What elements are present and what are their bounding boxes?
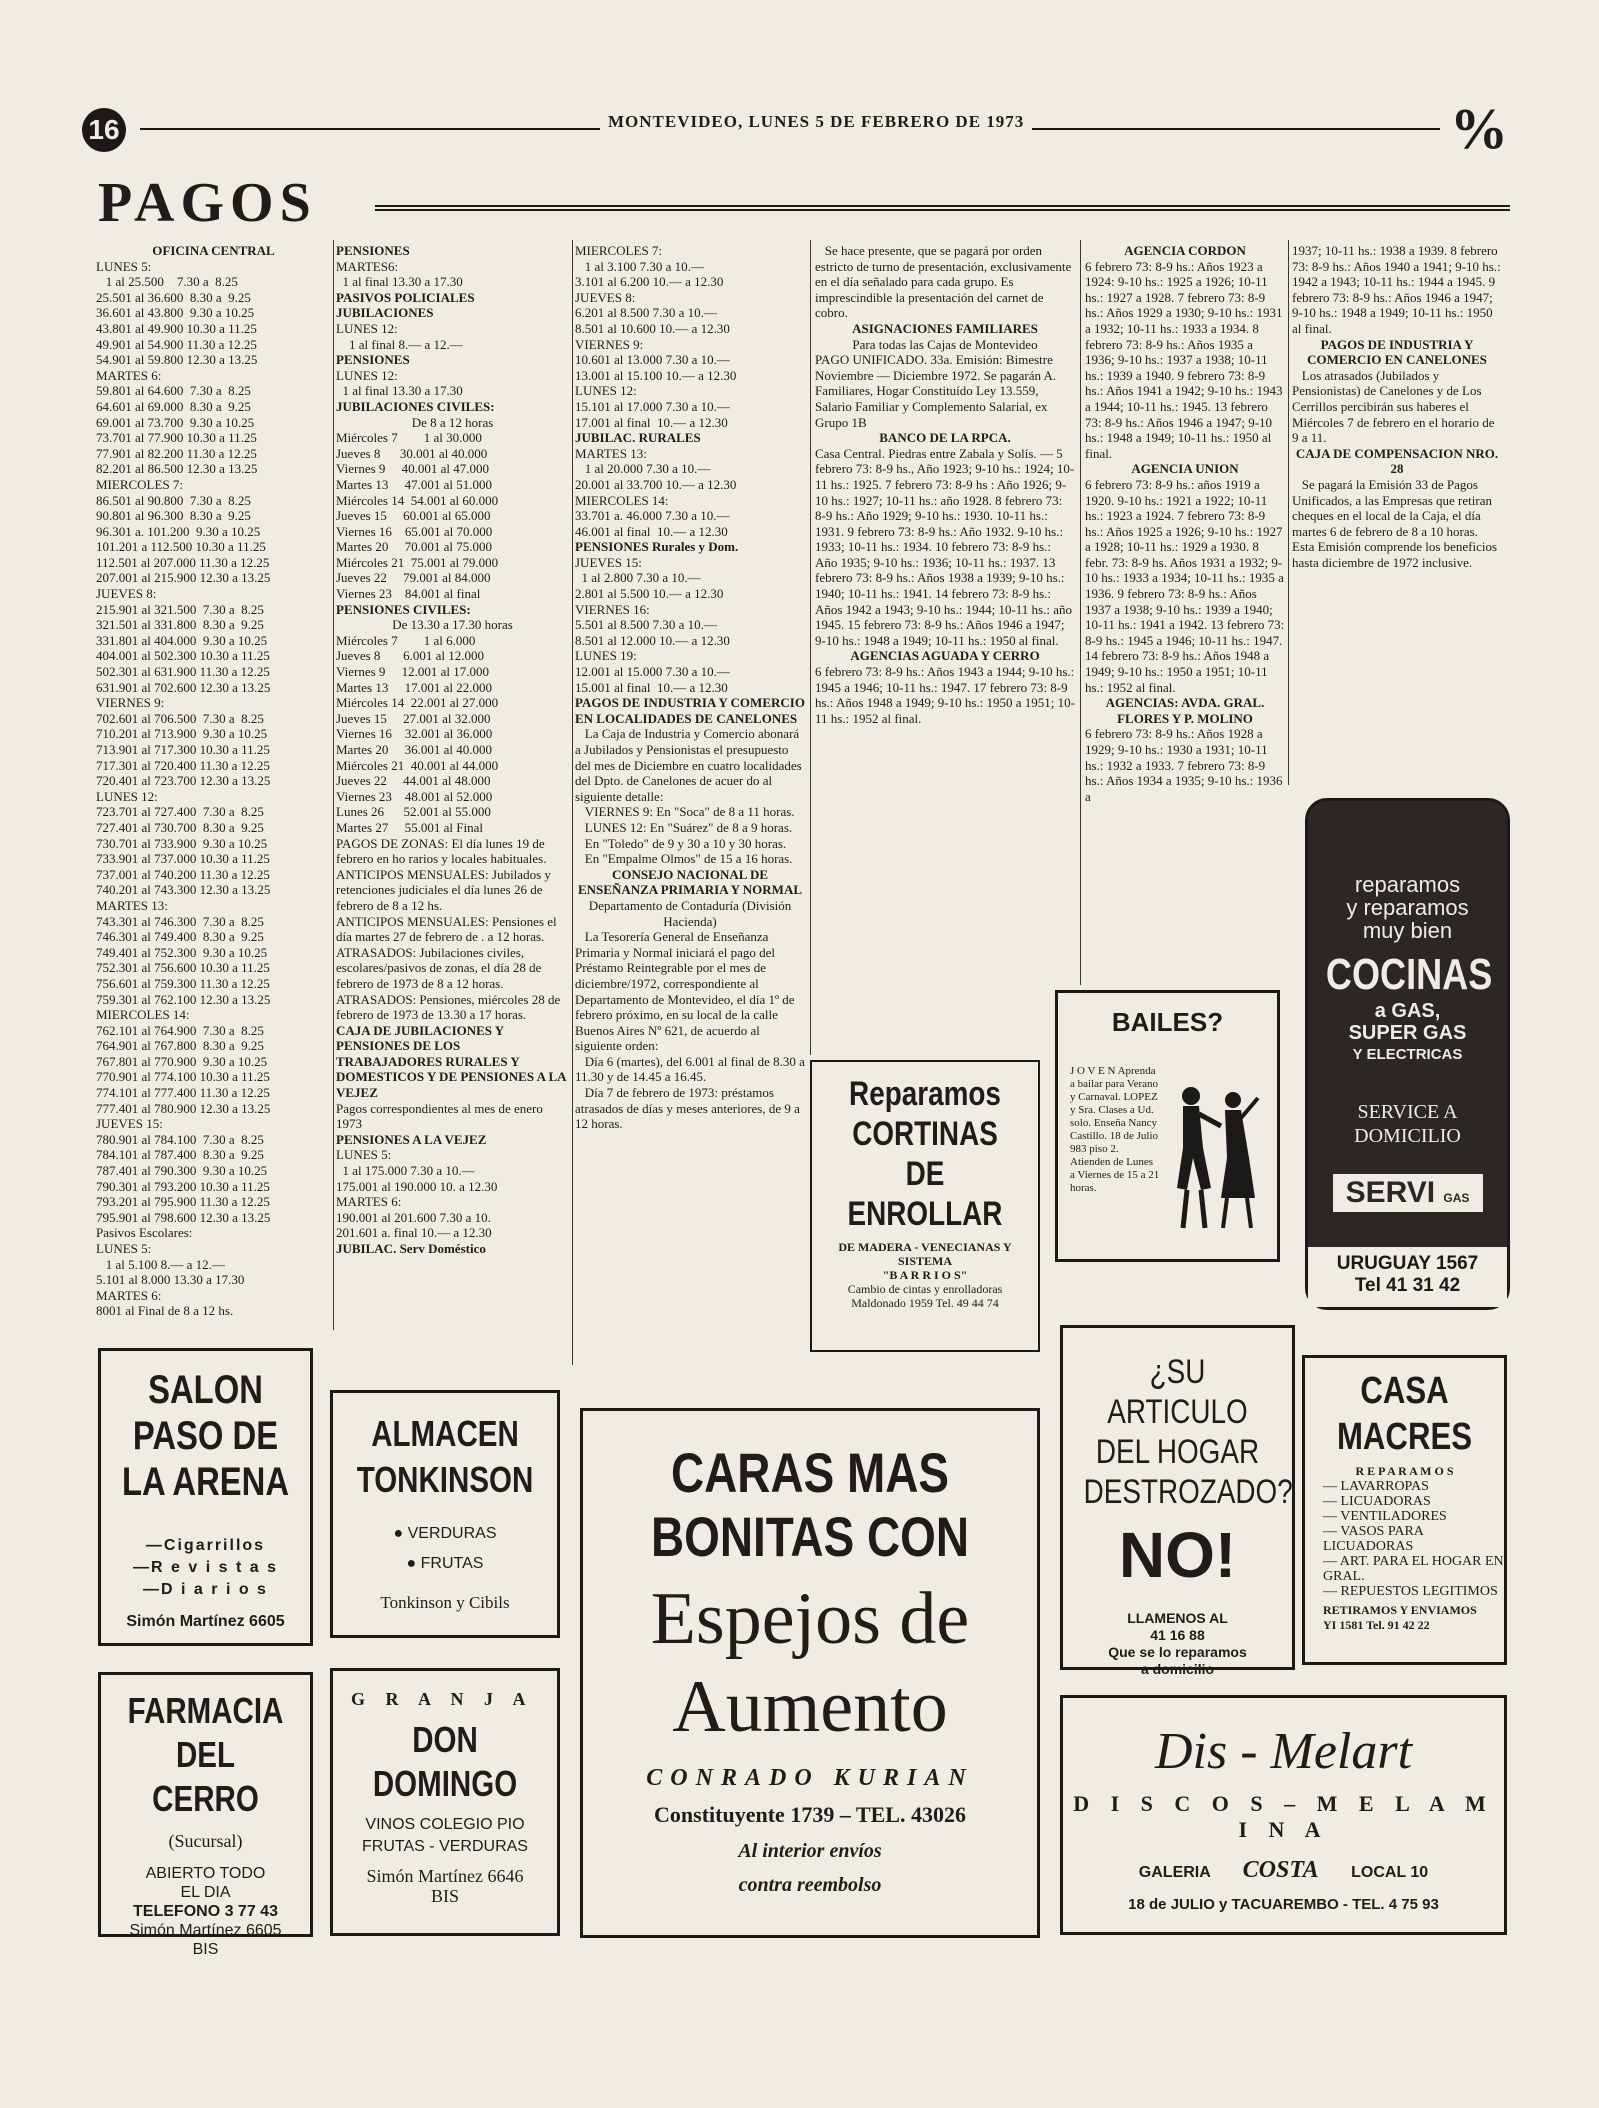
ad-headline: Reparamos — [849, 1075, 1001, 1113]
ad-cortinas — [810, 1060, 1040, 1352]
text-line: 1 al 5.100 8.— a 12.— — [96, 1256, 225, 1272]
section-heading: ASIGNACIONES FAMILIARES — [852, 320, 1038, 336]
text-line: Martes 13 47.001 al 51.000 — [336, 476, 492, 492]
servi-gas-logo — [1333, 1174, 1483, 1212]
ad-headline: PASO DE — [132, 1414, 279, 1458]
ad-list-item: — LICUADORAS — [1323, 1494, 1431, 1509]
ad-headline: BONITAS CON — [650, 1505, 970, 1568]
text-line: 59.801 al 64.600 7.30 a 8.25 — [96, 383, 251, 399]
text-line: 1937; 10-11 hs.: 1938 a 1939. 8 febrero 73: 8-9 hs.: Años 1940 a 1941; 9-10 hs.: 1942 a 1943; 10-11 hs.: 1944 a 1945. 9 febrero 73: 8-9 hs.: Años 1946 a 1947; 9-10 hs.: 1948 a 1949; 10-11 hs.: 1950 al final. — [1292, 243, 1504, 336]
ad-list-item: — REPUESTOS LEGITIMOS — [1323, 1584, 1498, 1599]
ad-line: VINOS COLEGIO PIO — [365, 1816, 525, 1833]
text-line: 713.901 al 717.300 10.30 a 11.25 — [96, 742, 270, 757]
ad-headline: DON — [412, 1719, 478, 1760]
text-line: MARTES6: — [336, 258, 399, 274]
ad-line: a GAS, — [1374, 1000, 1441, 1022]
text-line: 20.001 al 33.700 10.— a 12.30 — [575, 476, 737, 492]
local-label: LOCAL 10 — [1351, 1864, 1429, 1881]
subheading: PENSIONES — [336, 243, 410, 258]
ad-headline: ¿SU ARTICULO — [1107, 1353, 1248, 1431]
text-line: 1 al 3.100 7.30 a 10.— — [575, 258, 704, 274]
ad-line: D I S C O S – M E L A M I N A — [1073, 1791, 1494, 1842]
ad-line: y reparamos — [1346, 895, 1469, 920]
text-line: En "Empalme Olmos" de 15 a 16 horas. — [575, 851, 793, 867]
subheading: JUBILACIONES — [336, 305, 434, 321]
text-line: LUNES 12: En "Suárez" de 8 a 9 horas. — [575, 819, 793, 835]
text-line: 25.501 al 36.600 8.30 a 9.25 — [96, 289, 251, 305]
text-line: 73.701 al 77.900 10.30 a 11.25 — [96, 430, 257, 446]
ad-line: ABIERTO TODO — [145, 1865, 266, 1882]
ad-list-item: — VASOS PARA LICUADORAS — [1323, 1524, 1424, 1554]
centered-line: Departamento de Contaduría (División Hacienda) — [588, 897, 795, 929]
text-line: 15.001 al final 10.— a 12.30 — [575, 679, 728, 695]
text-line: LUNES 12: — [336, 320, 398, 336]
ad-line: Que se lo reparamos — [1108, 1644, 1247, 1660]
ad-salon-paso-de-la-arena — [98, 1348, 313, 1646]
text-line: 404.001 al 502.300 10.30 a 11.25 — [96, 648, 270, 664]
text-line: MIERCOLES 7: — [96, 476, 184, 492]
text-line: JUEVES 8: — [575, 289, 636, 305]
text-line: Miércoles 14 22.001 al 27.000 — [336, 695, 499, 711]
galeria-label: GALERIA — [1138, 1864, 1211, 1881]
text-line: Pasivos Escolares: — [96, 1225, 193, 1241]
text-line: Miércoles 14 54.001 al 60.000 — [336, 492, 499, 508]
subheading: CAJA DE JUBILACIONES Y PENSIONES DE LOS TRABAJADORES RURALES Y DOMESTICOS Y DE PENSIONES A LA VEJEZ — [336, 1022, 569, 1101]
subheading: PAGOS DE INDUSTRIA Y COMERCIO EN LOCALIDADES DE CANELONES — [575, 695, 809, 726]
ad-contact — [1308, 1247, 1507, 1307]
ad-address: Simón Martínez 6605 — [129, 1922, 282, 1939]
text-line: 86.501 al 90.800 7.30 a 8.25 — [96, 492, 251, 508]
text-line: 90.801 al 96.300 8.30 a 9.25 — [96, 508, 251, 524]
text-line: 727.401 al 730.700 8.30 a 9.25 — [96, 819, 264, 835]
text-line: Los atrasados (Jubilados y Pensionistas) de Canelones y de Los Cerrillos percibirán sus haberes el Miércoles 7 de febrero en el horario de 9 a 11. — [1292, 367, 1498, 446]
centered-line: Para todas las Cajas de Montevideo — [852, 336, 1038, 352]
text-line: 17.001 al final 10.— a 12.30 — [575, 414, 728, 430]
text-line: Lunes 26 52.001 al 55.000 — [336, 804, 491, 820]
text-line: MARTES 6: — [336, 1194, 402, 1210]
text-line: 2.801 al 5.500 10.— a 12.30 — [575, 586, 724, 602]
text-line: Se hace presente, que se pagará por orden estricto de turno de presentación, exclusivamente en el día señalado para cada grupo. Es imprescindible la presentación del carnet de cobro. — [815, 243, 1075, 321]
section-title: PAGOS — [98, 172, 317, 234]
text-line: ATRASADOS: Jubilaciones civiles, escolares/pasivos de zonas, el día 28 de febrero de 1973 de 8 a 12 horas. — [336, 944, 545, 991]
text-line: 720.401 al 723.700 12.30 a 13.25 — [96, 773, 271, 789]
ad-line: contra reembolso — [738, 1874, 882, 1896]
text-line: Jueves 15 27.001 al 32.000 — [336, 710, 491, 726]
text-line: 780.901 al 784.100 7.30 a 8.25 — [96, 1131, 264, 1147]
text-line: 6 febrero 73: 8-9 hs.: Años 1923 a 1924: 9-10 hs.: 1925 a 1926; 10-11 hs.: 1927 a 1928. 7 febrero 73: 8-9 hs.: Años 1929 a 1930; 9-10 hs.: 1931 a 1932; 10-11 hs.: 1933 a 1934. 8 febrero 73: 8-9 hs.: Años 1935 a 1936; 9-10 hs.: 1937 a 1938; 10-11 hs.: 1939 a 1940. 9 febrero 73: 8-9 hs.: Años 1941 a 1942; 9-10 hs.: 1943 a 1944; 10-11 hs.: 1945. 13 febrero 73: 8-9 hs.: Años 1946 a 1947; 9-10 hs.: 1948 a 1949; 10-11 hs.: 1950 al final. — [1085, 258, 1286, 461]
text-line: 5.501 al 8.500 7.30 a 10.— — [575, 617, 717, 633]
text-line: 784.101 al 787.400 8.30 a 9.25 — [96, 1147, 264, 1163]
ad-line: muy bien — [1362, 918, 1453, 943]
ad-line: R E P A R A M O S — [1355, 1464, 1454, 1478]
text-line: 774.101 al 777.400 11.30 a 12.25 — [96, 1085, 270, 1101]
text-line: 46.001 al final 10.— a 12.30 — [575, 523, 728, 539]
text-line: 8.501 al 10.600 10.— a 12.30 — [575, 320, 730, 336]
section-heading: AGENCIAS AGUADA Y CERRO — [850, 648, 1040, 664]
column-jubilaciones-rurales — [575, 243, 809, 1313]
text-line: Pagos correspondientes al mes de enero 1973 — [336, 1100, 547, 1132]
text-line: Viernes 9 40.001 al 47.000 — [336, 461, 490, 477]
text-line: 321.501 al 331.800 8.30 a 9.25 — [96, 617, 264, 633]
text-line: 733.901 al 737.000 10.30 a 11.25 — [96, 851, 270, 867]
page-number: 16 — [88, 114, 120, 145]
ad-headline: DESTROZADO? — [1083, 1473, 1293, 1511]
newspaper-logo: % — [1450, 96, 1508, 161]
text-line: 787.401 al 790.300 9.30 a 10.25 — [96, 1163, 268, 1179]
ad-line — [1063, 1857, 1504, 1884]
ad-casa-macres — [1302, 1355, 1507, 1665]
text-line: Día 7 de febrero de 1973: préstamos atrasados de días y meses anteriores, de 9 a 12 horas. — [575, 1085, 804, 1132]
column-rule — [333, 240, 334, 1330]
ad-line: —R e v i s t a s — [133, 1559, 278, 1576]
subheading: JUBILAC. RURALES — [575, 430, 701, 446]
subheading: PENSIONES Rurales y Dom. — [575, 539, 739, 555]
text-line: 207.001 al 215.900 12.30 a 13.25 — [96, 570, 271, 586]
text-line: Miércoles 7 1 al 30.000 — [336, 430, 482, 446]
ad-line: SERVICE A — [1357, 1101, 1458, 1123]
text-line: 631.901 al 702.600 12.30 a 13.25 — [96, 679, 271, 695]
text-line: 752.301 al 756.600 10.30 a 11.25 — [96, 960, 270, 976]
ad-line: ● FRUTAS — [406, 1555, 484, 1572]
ad-line: —D i a r i o s — [143, 1581, 268, 1598]
text-line: Viernes 9 12.001 al 17.000 — [336, 664, 490, 680]
ad-headline: Aumento — [672, 1666, 948, 1748]
text-line: 502.301 al 631.900 11.30 a 12.25 — [96, 664, 270, 680]
text-line: Jueves 15 60.001 al 65.000 — [336, 508, 491, 524]
text-line: JUEVES 15: — [575, 554, 642, 570]
ad-address: URUGUAY 1567 — [1336, 1253, 1479, 1274]
brand-logo: Dis - Melart — [1154, 1723, 1413, 1780]
text-line: 1 al 175.000 7.30 a 10.— — [336, 1163, 475, 1179]
ad-headline: MACRES — [1336, 1416, 1473, 1458]
ad-line: a domicilio — [1140, 1661, 1215, 1677]
text-line: 795.901 al 798.600 12.30 a 13.25 — [96, 1209, 271, 1225]
text-line: 64.601 al 69.000 8.30 a 9.25 — [96, 398, 251, 414]
ad-headline: Espejos de — [650, 1578, 970, 1660]
text-line: LUNES 12: — [336, 367, 398, 383]
text-line: 743.301 al 746.300 7.30 a 8.25 — [96, 913, 264, 929]
ad-line: EL DIA — [180, 1884, 231, 1901]
ad-line: G R A N J A — [351, 1689, 534, 1709]
text-line: 717.301 al 720.400 11.30 a 12.25 — [96, 757, 270, 773]
text-line: ANTICIPOS MENSUALES: Pensiones el día martes 27 de febrero de . a 12 horas. — [336, 913, 560, 945]
ad-line: BIS — [192, 1941, 219, 1958]
text-line: 3.101 al 6.200 10.— a 12.30 — [575, 274, 724, 290]
text-line: 112.501 al 207.000 11.30 a 12.25 — [96, 554, 270, 570]
text-line: La Caja de Industria y Comercio abonará a Jubilados y Pensionistas el presupuesto del mes de Diciembre en cuatro localidades del Dpto. de Canelones de acuer do al siguiente detalle: — [575, 726, 805, 804]
text-line: Jueves 8 6.001 al 12.000 — [336, 648, 485, 664]
ad-address: Tonkinson y Cibils — [380, 1593, 510, 1612]
ad-advertiser: CONRADO KURIAN — [646, 1765, 974, 1791]
text-line: 43.801 al 49.900 10.30 a 11.25 — [96, 320, 257, 336]
ad-headline: TONKINSON — [356, 1459, 534, 1500]
ad-line: "B A R R I O S" — [882, 1268, 968, 1282]
ad-bailes — [1055, 990, 1280, 1262]
text-line: 8.501 al 12.000 10.— a 12.30 — [575, 632, 730, 648]
text-line: 764.901 al 767.800 8.30 a 9.25 — [96, 1038, 264, 1054]
ad-line: DE MADERA - VENECIANAS Y SISTEMA — [838, 1240, 1012, 1268]
text-line: LUNES 5: — [336, 1147, 392, 1163]
text-line: 331.801 al 404.000 9.30 a 10.25 — [96, 632, 268, 648]
text-line: 762.101 al 764.900 7.30 a 8.25 — [96, 1022, 264, 1038]
text-line: JUEVES 15: — [96, 1116, 163, 1132]
subheading: PASIVOS POLICIALES — [336, 289, 475, 305]
ad-list-item: — VENTILADORES — [1323, 1509, 1447, 1524]
text-line: 1 al final 13.30 a 17.30 — [336, 383, 463, 399]
ad-headline: CASA — [1360, 1370, 1449, 1412]
text-line: LUNES 19: — [575, 648, 637, 664]
text-line: Viernes 23 84.001 al final — [336, 586, 481, 602]
text-line: Martes 13 17.001 al 22.000 — [336, 679, 492, 695]
text-line: 6 febrero 73: 8-9 hs.: Años 1943 a 1944; 9-10 hs.: 1945 a 1946; 10-11 hs.: 1947. 17 febrero 73: 8-9 hs.: Años 1948 a 1949; 9-10 hs.: 1950 a 1951; 10-11 hs.: 1952 al final. — [815, 664, 1078, 726]
ad-line: (Sucursal) — [168, 1831, 243, 1851]
ad-headline: SALON — [148, 1368, 263, 1412]
text-line: Día 6 (martes), del 6.001 al final de 8.30 a 11.30 y de 14.45 a 16.45. — [575, 1053, 809, 1085]
subheading: JUBILAC. Serv Doméstico — [336, 1241, 486, 1256]
text-line: MARTES 6: — [96, 1287, 162, 1303]
ad-line: LLAMENOS AL — [1127, 1610, 1228, 1626]
text-line: Jueves 22 79.001 al 84.000 — [336, 570, 491, 586]
text-line: 36.601 al 43.800 9.30 a 10.25 — [96, 305, 255, 321]
ad-articulo-del-hogar — [1060, 1325, 1295, 1677]
text-line: LUNES 12: — [575, 383, 637, 399]
text-line: Martes 27 55.001 al Final — [336, 819, 483, 835]
text-line: 201.601 a. final 10.— a 12.30 — [336, 1225, 492, 1241]
dancing-couple-illustration — [1163, 1078, 1263, 1238]
ad-line: reparamos — [1354, 872, 1461, 897]
text-line: MARTES 13: — [575, 445, 647, 461]
brand-name: SERVI — [1345, 1176, 1436, 1209]
text-line: Miércoles 21 75.001 al 79.000 — [336, 554, 499, 570]
text-line: 746.301 al 749.400 8.30 a 9.25 — [96, 929, 264, 945]
ad-dis-melart — [1060, 1695, 1507, 1935]
text-line: Miércoles 7 1 al 6.000 — [336, 632, 476, 648]
text-line: ATRASADOS: Pensiones, miércoles 28 de febrero de 1973 de 13.30 a 17 horas. — [336, 991, 564, 1023]
text-line: 777.401 al 780.900 12.30 a 13.25 — [96, 1100, 271, 1116]
text-line: 82.201 al 86.500 12.30 a 13.25 — [96, 461, 258, 477]
text-line: En "Toledo" de 9 y 30 a 10 y 30 horas. — [575, 835, 787, 851]
ad-espejos-de-aumento — [580, 1408, 1040, 1938]
text-line: 49.901 al 54.900 11.30 a 12.25 — [96, 336, 257, 352]
subheading: PENSIONES A LA VEJEZ — [336, 1131, 487, 1147]
column-oficina-central — [96, 243, 331, 1329]
text-line: 770.901 al 774.100 10.30 a 11.25 — [96, 1069, 270, 1085]
column-asignaciones-familiares — [815, 243, 1078, 1063]
text-line: 740.201 al 743.300 12.30 a 13.25 — [96, 882, 271, 898]
ad-item-list — [1305, 1479, 1504, 1599]
subheading: PENSIONES — [336, 352, 410, 368]
section-heading: PAGOS DE INDUSTRIA Y COMERCIO EN CANELONES — [1307, 336, 1487, 368]
ad-headline: DOMINGO — [372, 1763, 518, 1804]
ad-address: Constituyente 1739 – TEL. 43026 — [654, 1802, 966, 1827]
text-line: 5.101 al 8.000 13.30 a 17.30 — [96, 1272, 245, 1288]
text-line: Se pagará la Emisión 33 de Pagos Unificados, a las Empresas que retiran cheques en el local de la Caja, el día martes 6 de febrero de 8 a 10 horas. Esta Emisión comprende los beneficios hasta diciembre de 1972 inclusive. — [1292, 476, 1501, 570]
section-heading: BANCO DE LA RPCA. — [879, 430, 1011, 446]
text-line: 15.101 al 17.000 7.30 a 10.— — [575, 398, 730, 414]
text-line: 8001 al Final de 8 a 12 hs. — [96, 1303, 234, 1319]
text-line: 69.001 al 73.700 9.30 a 10.25 — [96, 414, 255, 430]
ad-line: Maldonado 1959 Tel. 49 44 74 — [851, 1296, 999, 1310]
ad-address: Simón Martínez 6605 — [126, 1613, 285, 1630]
text-line: Casa Central. Piedras entre Zabala y Solís. — 5 febrero 73: 8-9 hs., Año 1923; 9-10 hs.: 1924; 10-11 hs.: 1925. 7 febrero 73: 8-9 hs : Año 1926; 9-10 hs.: 1927; 10-11 hs.: año 1928. 8 febrero 73: 8-9 hs.: Año 1929; 9-10 hs.: 1930. 10-11 hs.: 1931. 9 febrero 73: 8-9 hs.: Año 1932. 9-10 hs.: 1933; 10-11 hs.: 1934. 10 febrero 73: 8-9 hs.: Año 1935; 9-10 hs.: 1936; 10-11 hs.: 1937. 13 febrero 73: 8-9 hs.: Años 1938 a 1939; 9-10 hs.: 1940; 10-11 hs.: 1941. 14 febrero 73: 8-9 hs.: Años 1942 a 1943; 9-10 hs.: 1944; 10-11 hs.: año 1945. 15 febrero 73: 8-9 hs.: Años 1946 a 1947; 9-10 hs.: 1948 a 1949; 10-11 hs.: 1950 al final. — [815, 445, 1076, 648]
ad-list-item: — LAVARROPAS — [1323, 1479, 1429, 1494]
text-line: 767.801 al 770.900 9.30 a 10.25 — [96, 1053, 268, 1069]
text-line: MARTES 13: — [96, 897, 168, 913]
text-line: MIERCOLES 7: — [575, 243, 663, 258]
ad-line: SUPER GAS — [1348, 1022, 1467, 1044]
section-heading: CONSEJO NACIONAL DE ENSEÑANZA PRIMARIA Y NORMAL — [577, 866, 803, 898]
ad-address: Simón Martínez 6646 — [366, 1866, 524, 1886]
ad-headline: DEL HOGAR — [1095, 1433, 1260, 1471]
text-line: 33.701 a. 46.000 7.30 a 10.— — [575, 508, 730, 524]
ad-farmacia-del-cerro — [98, 1672, 313, 1958]
text-line: VIERNES 9: — [96, 695, 165, 711]
ad-phone: Tel 41 31 42 — [1354, 1275, 1461, 1296]
text-line: PAGOS DE ZONAS: El día lunes 19 de febrero en ho rarios y locales habituales. — [336, 835, 548, 867]
text-line: 737.001 al 740.200 11.30 a 12.25 — [96, 866, 270, 882]
text-line: Viernes 23 48.001 al 52.000 — [336, 788, 493, 804]
text-line: MIERCOLES 14: — [96, 1007, 190, 1023]
centered-line: De 8 a 12 horas — [411, 414, 494, 430]
section-heading: AGENCIAS: AVDA. GRAL. FLORES Y P. MOLINO — [1105, 695, 1268, 726]
text-line: MARTES 6: — [96, 367, 162, 383]
text-line: LUNES 5: — [96, 258, 152, 274]
ad-line: —Cigarrillos — [145, 1537, 266, 1554]
text-line: 790.301 al 793.200 10.30 a 11.25 — [96, 1178, 270, 1194]
text-line: 77.901 al 82.200 11.30 a 12.25 — [96, 445, 257, 461]
text-line: 101.201 a 112.500 10.30 a 11.25 — [96, 539, 266, 555]
text-line: 793.201 al 795.900 11.30 a 12.25 — [96, 1194, 270, 1210]
section-heading: AGENCIA CORDON — [1124, 243, 1246, 258]
ad-body: J O V E N Aprenda a bailar para Verano y Carnaval. LOPEZ y Sra. Clases a Ud. solo. Enseña Nancy Castillo. 18 de Julio 983 piso 2. Atienden de Lunes a Viernes de 15 a 21 horas. — [1070, 1065, 1160, 1194]
ad-line: BIS — [430, 1886, 459, 1906]
text-line: 96.301 a. 101.200 9.30 a 10.25 — [96, 523, 261, 539]
ad-line: Y ELECTRICAS — [1352, 1046, 1463, 1063]
ad-headline: ALMACEN — [371, 1413, 519, 1454]
ad-phone: TELEFONO 3 77 43 — [133, 1903, 278, 1920]
text-line: 12.001 al 15.000 7.30 a 10.— — [575, 664, 730, 680]
ad-headline: ENROLLAR — [847, 1195, 1003, 1233]
text-line: VIERNES 16: — [575, 601, 650, 617]
subheading: PENSIONES CIVILES: — [336, 601, 471, 617]
ad-headline: CORTINAS — [852, 1115, 998, 1153]
text-line: 215.901 al 321.500 7.30 a 8.25 — [96, 601, 264, 617]
text-line: 1 al final 13.30 a 17.30 — [336, 274, 463, 290]
ad-list-item: — ART. PARA EL HOGAR EN GRAL. — [1323, 1554, 1504, 1584]
text-line: 723.701 al 727.400 7.30 a 8.25 — [96, 804, 264, 820]
column-rule — [1080, 240, 1081, 985]
ad-headline: BAILES? — [1111, 1007, 1224, 1037]
text-line: La Tesorería General de Enseñanza Primaria y Normal iniciará el pago del Préstamo Reintegrable por el mes de diciembre/1972, correspondiente al Departamento de Montevideo, el día 1º de febrero próximo, en su local de la calle Buenos Aires Nº 621, de acuerdo al siguiente orden: — [575, 929, 798, 1054]
ad-line: ● VERDURAS — [393, 1525, 497, 1542]
dateline: MONTEVIDEO, LUNES 5 DE FEBRERO DE 1973 — [600, 112, 1032, 132]
ad-headline: CARAS MAS — [670, 1441, 950, 1504]
text-line: 756.601 al 759.300 11.30 a 12.25 — [96, 975, 270, 991]
text-line: 10.601 al 13.000 7.30 a 10.— — [575, 352, 730, 368]
section-heading: AGENCIA UNION — [1131, 461, 1239, 477]
text-line: MIERCOLES 14: — [575, 492, 669, 508]
text-line: VIERNES 9: En "Soca" de 8 a 11 horas. — [575, 804, 795, 820]
section-heading: CAJA DE COMPENSACION NRO. 28 — [1295, 445, 1502, 477]
text-line: VIERNES 9: — [575, 336, 644, 352]
ad-headline: LA ARENA — [121, 1460, 290, 1504]
text-line: JUEVES 8: — [96, 586, 157, 602]
text-line: Miércoles 21 40.001 al 44.000 — [336, 757, 499, 773]
ad-headline: DE — [905, 1155, 945, 1193]
brand-sub: GAS — [1443, 1191, 1470, 1205]
column-rule — [810, 240, 811, 1055]
ad-headline: FARMACIA — [127, 1690, 284, 1731]
ad-servi-cocinas — [1305, 798, 1510, 1310]
text-line: Viernes 16 32.001 al 36.000 — [336, 726, 493, 742]
ad-line: FRUTAS - VERDURAS — [362, 1838, 528, 1855]
ad-headline: COCINAS — [1325, 950, 1493, 999]
ad-line: RETIRAMOS Y ENVIAMOS — [1323, 1603, 1477, 1617]
text-line: 6 febrero 73: 8-9 hs.: años 1919 a 1920. 9-10 hs.: 1921 a 1922; 10-11 hs.: 1923 a 1924. 7 febrero 73: 8-9 hs.: Años 1925 a 1926; 9-10 hs.: 1927 a 1928; 10-11 hs.: 1929 a 1930. 8 febr. 73: 8-9 hs. Años 1931 a 1932; 9-10 hs.: 1933 a 1934; 10-11 hs.: 1935 a 1936. 9 febrero 73: 8-9 hs.: Años 1937 a 1938; 9-10 hs.: 1939 a 1940; 10-11 hs.: 1941 a 1942. 13 febrero 73: 8-9 hs.: 1945 a 1946; 10-11 hs.: 1947. 14 febrero 73: 8-9 hs.: Años 1948 a 1949; 9-10 hs.: 1950 a 1951; 10-11 hs.: 1952 al final. — [1085, 476, 1288, 695]
column-rule — [572, 240, 573, 1365]
text-line: 730.701 al 733.900 9.30 a 10.25 — [96, 835, 268, 851]
text-line: 6.201 al 8.500 7.30 a 10.— — [575, 305, 717, 321]
text-line: 710.201 al 713.900 9.30 a 10.25 — [96, 726, 268, 742]
text-line: 190.001 al 201.600 7.30 a 10. — [336, 1209, 491, 1225]
text-line: LUNES 5: — [96, 1241, 152, 1256]
ad-headline: NO! — [1118, 1519, 1237, 1591]
ad-address: 18 de JULIO y TACUAREMBO - TEL. 4 75 93 — [1128, 1896, 1439, 1913]
text-line: 54.901 al 59.800 12.30 a 13.25 — [96, 352, 258, 368]
column-industria-comercio — [1292, 243, 1502, 793]
text-line: Jueves 8 30.001 al 40.000 — [336, 445, 488, 461]
column-rule — [1288, 240, 1289, 785]
page-number-badge — [82, 108, 126, 152]
galeria-name: COSTA — [1242, 1857, 1319, 1883]
text-line: 6 febrero 73: 8-9 hs.: Años 1928 a 1929; 9-10 hs.: 1930 a 1931; 10-11 hs.: 1932 a 1933. 7 febrero 73: 8-9 hs.: Años 1934 a 1935; 9-10 hs.: 1936 a — [1085, 726, 1286, 804]
ad-address: YI 1581 Tel. 91 42 22 — [1323, 1618, 1430, 1632]
text-line: 13.001 al 15.100 10.— a 12.30 — [575, 367, 737, 383]
ad-almacen-tonkinson — [330, 1390, 560, 1638]
text-line: 1 al final 8.— a 12.— — [336, 336, 463, 352]
ad-line: DOMICILIO — [1354, 1125, 1461, 1147]
text-line: 1 al 20.000 7.30 a 10.— — [575, 461, 711, 477]
text-line: LUNES 12: — [96, 788, 158, 804]
ad-line: Cambio de cintas y enrolladoras — [847, 1282, 1003, 1296]
text-line: Viernes 16 65.001 al 70.000 — [336, 523, 493, 539]
text-line: Martes 20 36.001 al 40.000 — [336, 742, 492, 757]
ad-phone: 41 16 88 — [1150, 1627, 1205, 1643]
column-agencias — [1085, 243, 1288, 963]
column-pensiones — [336, 243, 569, 1363]
section-title-rule — [375, 205, 1510, 211]
text-line: 175.001 al 190.000 10. a 12.30 — [336, 1178, 498, 1194]
text-line: Martes 20 70.001 al 75.000 — [336, 539, 492, 555]
text-line: 759.301 al 762.100 12.30 a 13.25 — [96, 991, 271, 1007]
ad-granja-don-domingo — [330, 1668, 560, 1936]
text-line: 1 al 2.800 7.30 a 10.— — [575, 570, 701, 586]
text-line: 1 al 25.500 7.30 a 8.25 — [96, 274, 238, 290]
subheading: JUBILACIONES CIVILES: — [336, 398, 495, 414]
text-line: 702.601 al 706.500 7.30 a 8.25 — [96, 710, 264, 726]
text-line: ANTICIPOS MENSUALES: Jubilados y retenciones judiciales el día lunes 26 de febrero de 8 a 12 hs. — [336, 866, 555, 913]
ad-line: Al interior envíos — [738, 1840, 882, 1862]
text-line: 749.401 al 752.300 9.30 a 10.25 — [96, 944, 268, 960]
text-line: Jueves 22 44.001 al 48.000 — [336, 773, 491, 789]
ad-headline: DEL CERRO — [152, 1734, 259, 1819]
section-heading: OFICINA CENTRAL — [152, 243, 275, 258]
centered-line: De 13.30 a 17.30 horas — [392, 617, 513, 633]
text-line: PAGO UNIFICADO. 33a. Emisión: Bimestre Noviembre — Diciembre 1972. Se pagarán A. Familiares, Hogar Constituído Ley 13.559, Salario Familiar y Complemento Salarial, ex Grupo 1B — [815, 352, 1060, 430]
